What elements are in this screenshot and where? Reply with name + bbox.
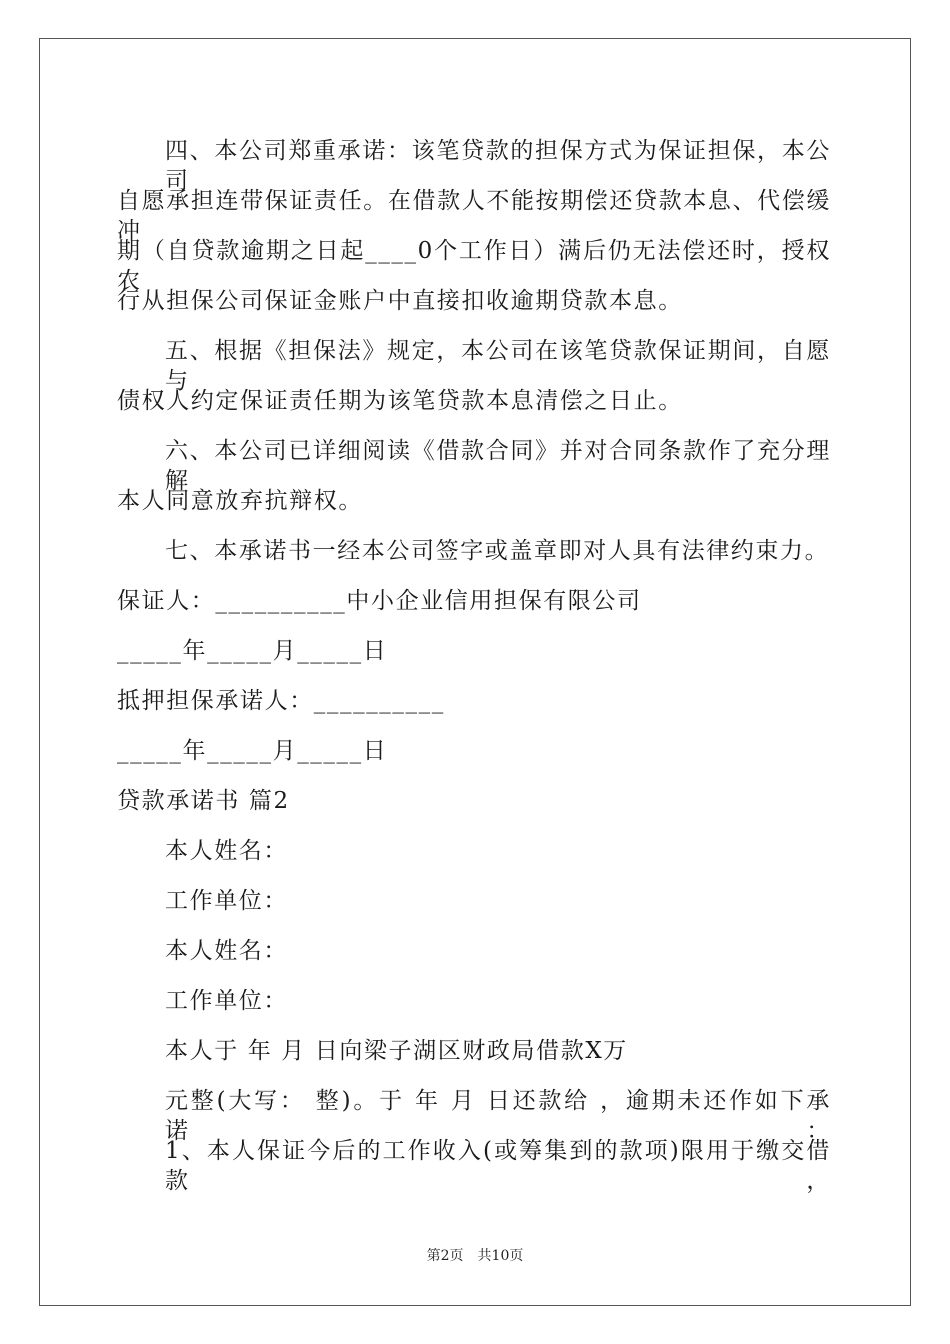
paragraph-line: 1、本人保证今后的工作收入(或筹集到的款项)限用于缴交借款， [165, 1138, 831, 1194]
guarantor-line: 保证人：__________中小企业信用担保有限公司 [117, 588, 642, 614]
paragraph-line: 五、根据《担保法》规定，本公司在该笔贷款保证期间，自愿与 [165, 338, 831, 394]
paragraph-line: 六、本公司已详细阅读《借款合同》并对合同条款作了充分理解 [165, 438, 831, 494]
mortgage-promisor-line: 抵押担保承诺人：__________ [117, 688, 445, 714]
paragraph-line: 自愿承担连带保证责任。在借款人不能按期偿还贷款本息、代偿缓冲 [117, 188, 831, 244]
name-field-label: 本人姓名： [165, 838, 288, 864]
paragraph-line: 七、本承诺书一经本公司签字或盖章即对人具有法律约束力。 [165, 538, 830, 564]
paragraph-line: 四、本公司郑重承诺：该笔贷款的担保方式为保证担保，本公司 [165, 138, 831, 194]
date-line: _____年_____月_____日 [117, 738, 388, 764]
date-line: _____年_____月_____日 [117, 638, 388, 664]
paragraph-line: 本人同意放弃抗辩权。 [117, 488, 363, 514]
paragraph-line: 债权人约定保证责任期为该笔贷款本息清偿之日止。 [117, 388, 683, 414]
paragraph-line: 元整(大写： 整)。于 年 月 日还款给 ，逾期未还作如下承诺： [165, 1088, 831, 1144]
paragraph-line: 期（自贷款逾期之日起____0个工作日）满后仍无法偿还时，授权农 [117, 238, 831, 294]
employer-field-label: 工作单位： [165, 888, 288, 914]
page-number: 第2页 共10页 [426, 1248, 524, 1264]
name-field-label: 本人姓名： [165, 938, 288, 964]
section-heading: 贷款承诺书 篇2 [117, 788, 290, 814]
paragraph-line: 本人于 年 月 日向梁子湖区财政局借款X万 [165, 1038, 628, 1064]
paragraph-line: 行从担保公司保证金账户中直接扣收逾期贷款本息。 [117, 288, 683, 314]
employer-field-label: 工作单位： [165, 988, 288, 1014]
